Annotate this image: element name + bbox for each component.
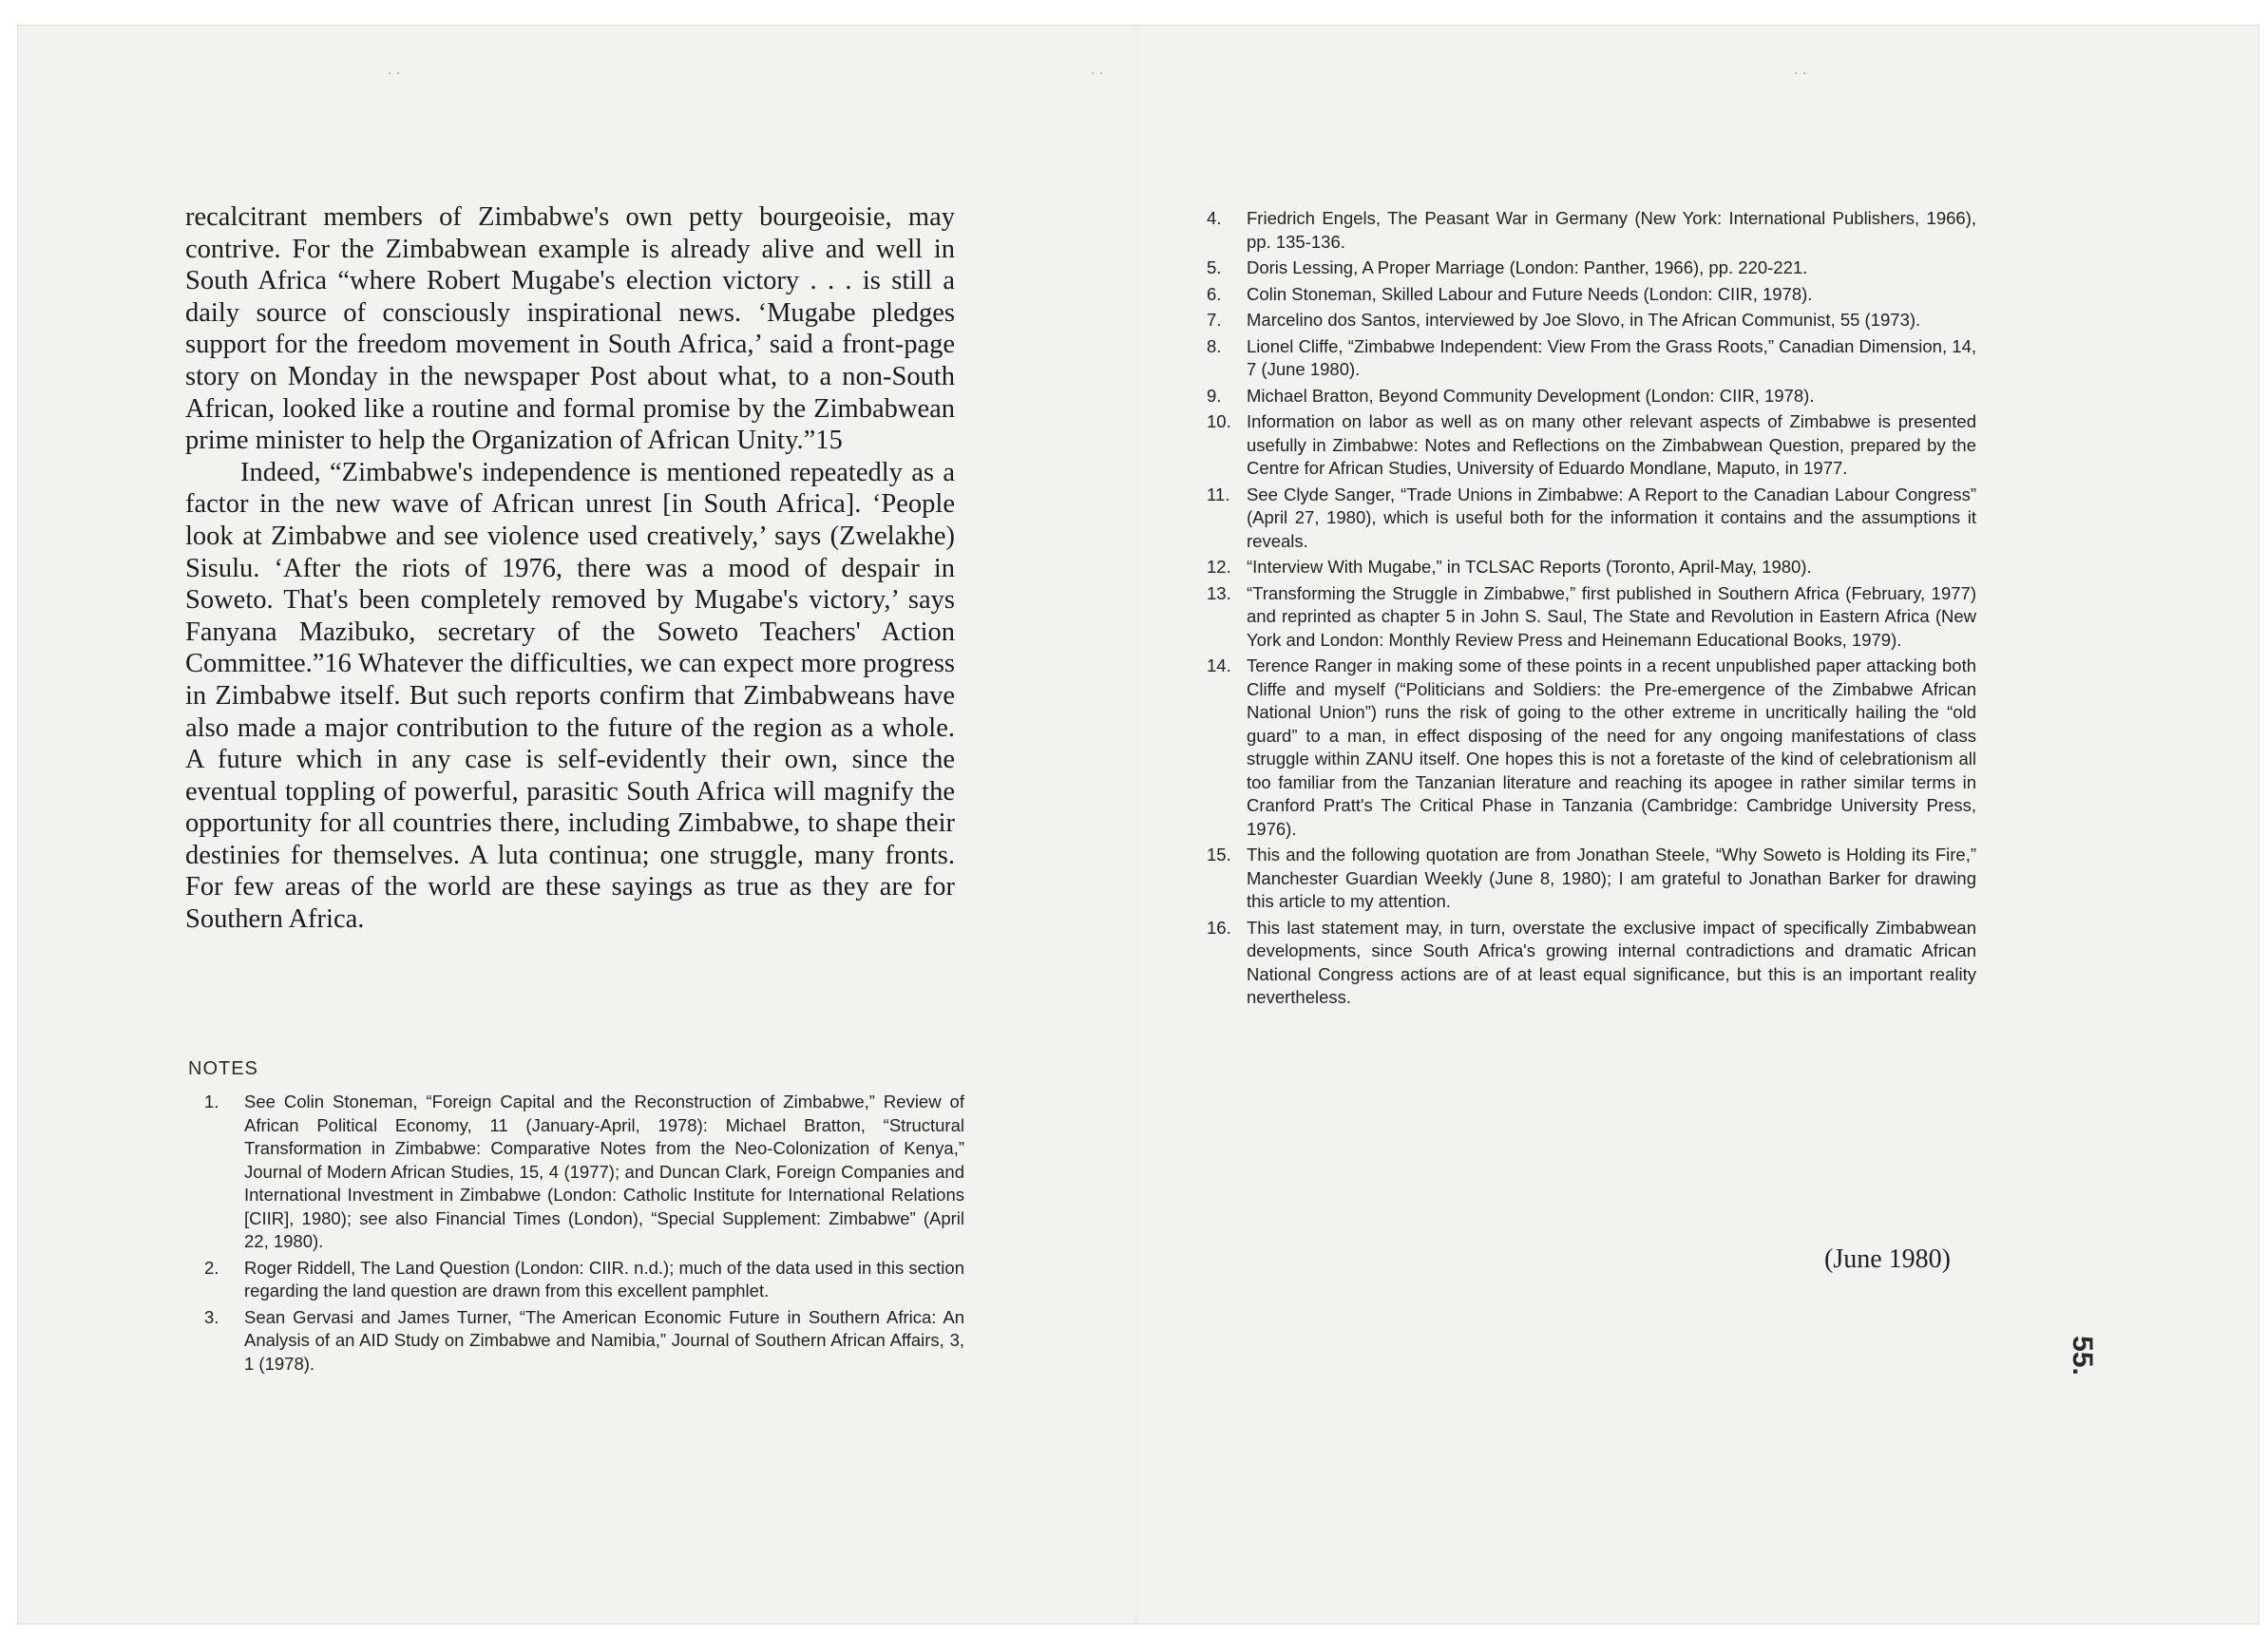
page-number: 55. [2066,1336,2098,1376]
date-signoff: (June 1980) [1824,1244,1951,1274]
binding-mark-icon: · · [1794,66,1807,82]
binding-mark-icon: · · [1091,66,1104,82]
notes-heading: NOTES [188,1058,258,1079]
footnote-text: Information on labor as well as on many other relevant aspects of Zimbabwe is presented usefully in Zimbabwe: Notes and Reflections on the Zimbabwean Question, prepared by the Centre for African Studies, University of Eduardo Mondlane, Maputo, in 1977. [1247,411,1976,478]
paragraph-1: recalcitrant members of Zimbabwe's own petty bourgeoisie, may contrive. For the Zimbabwean example is already alive and well in South Africa “where Robert Mugabe's election victory . . . is still a daily source of consciously inspirational news. ‘Mugabe pledges support for the freedom movement in South Africa,’ said a front-page story on Monday in the newspaper Post about what, to a non-South African, looked like a routine and formal promise by the Zimbabwean prime minister to help the Organization of African Unity.”15 [185,202,955,456]
footnote-4 [1207,207,1976,254]
footnote-text: Michael Bratton, Beyond Community Development (London: CIIR, 1978). [1247,385,1815,406]
footnote-number: 10. [1207,411,1231,431]
footnote-number: 9. [1207,385,1222,406]
footnote-number: 2. [204,1257,219,1278]
footnote-11 [1207,484,1976,554]
binding-mark-icon: · · [388,66,401,82]
footnote-text: Sean Gervasi and James Turner, “The American Economic Future in Southern Africa: An Analysis of an AID Study on Zimbabwe and Namibia,” Journal of Southern African Affairs, 3, 1 (1978). [244,1306,964,1374]
footnote-number: 6. [1207,283,1222,304]
footnote-8 [1207,335,1976,382]
notes-list-left [204,1091,964,1378]
footnote-6 [1207,283,1976,307]
footnote-text: Colin Stoneman, Skilled Labour and Future Needs (London: CIIR, 1978). [1247,283,1813,304]
footnote-number: 16. [1207,917,1231,938]
footnote-number: 15. [1207,845,1231,864]
footnote-number: 11. [1207,484,1230,504]
footnote-5 [1207,256,1976,280]
footnote-text: Doris Lessing, A Proper Marriage (London: Panther, 1966), pp. 220-221. [1247,257,1808,277]
footnote-13 [1207,582,1976,653]
footnote-text: “Interview With Mugabe,” in TCLSAC Reports (Toronto, April-May, 1980). [1247,557,1812,577]
page-fold [1135,25,1137,1624]
footnote-10 [1207,410,1976,481]
footnote-text: See Colin Stoneman, “Foreign Capital and the Reconstruction of Zimbabwe,” Review of African Political Economy, 11 (January-April, 1978): Michael Bratton, “Structural Transformation in Zimbabwe: Comparative Notes from the Neo-Colonization of Kenya,” Journal of Modern African Studies, 15, 4 (1977); and Duncan Clark, Foreign Companies and International Investment in Zimbabwe (London: Catholic Institute for International Relations [CIIR], 1980); see also Financial Times (London), “Special Supplement: Zimbabwe” (April 22, 1980). [244,1092,964,1251]
footnote-number: 7. [1207,310,1222,330]
footnote-2 [204,1257,964,1303]
footnote-number: 3. [204,1306,219,1327]
footnote-number: 13. [1207,582,1231,603]
footnote-text: Roger Riddell, The Land Question (London: CIIR. n.d.); much of the data used in this section regarding the land question are drawn from this excellent pamphlet. [244,1257,964,1301]
footnote-text: Terence Ranger in making some of these points in a recent unpublished paper attacking both Cliffe and myself (“Politicians and Soldiers: the Pre-emergence of the Zimbabwe African National Union”) runs the risk of going to the other extreme in uncritically hailing the “old guard” to a man, in effect disposing of the need for any ongoing manifestations of class struggle within ZANU itself. One hopes this is not a foretaste of the kind of celebrationism all too familiar from the Tanzanian literature and reaching its apogee in rather similar terms in Cranford Pratt's The Critical Phase in Tanzania (Cambridge: Cambridge University Press, 1976). [1247,655,1976,839]
footnote-9 [1207,385,1976,408]
footnote-number: 14. [1207,655,1231,675]
footnote-15 [1207,844,1976,914]
footnote-text: Marcelino dos Santos, interviewed by Joe Slovo, in The African Communist, 55 (1973). [1247,310,1921,330]
footnote-text: “Transforming the Struggle in Zimbabwe,” first published in Southern Africa (February, 1977) and reprinted as chapter 5 in John S. Saul, The State and Revolution in Eastern Africa (New York and London: Monthly Review Press and Heinemann Educational Books, 1979). [1247,582,1976,650]
footnote-text: Lionel Cliffe, “Zimbabwe Independent: View From the Grass Roots,” Canadian Dimension, 14, 7 (June 1980). [1247,335,1976,379]
footnote-text: See Clyde Sanger, “Trade Unions in Zimbabwe: A Report to the Canadian Labour Congress” (April 27, 1980), which is useful both for the information it contains and the assumptions it reveals. [1247,484,1976,551]
footnote-number: 5. [1207,257,1222,277]
footnote-text: Friedrich Engels, The Peasant War in Germany (New York: International Publishers, 1966), pp. 135-136. [1247,208,1976,252]
footnote-12 [1207,556,1976,579]
footnote-14 [1207,655,1976,841]
footnote-number: 8. [1207,335,1222,356]
notes-list-right [1207,207,1976,1013]
footnote-3 [204,1306,964,1377]
footnote-1 [204,1091,964,1254]
body-text [185,201,955,936]
footnote-text: This last statement may, in turn, overstate the exclusive impact of specifically Zimbabwean developments, since South Africa's growing internal contradictions and dramatic African National Congress actions are of at least equal significance, but this is an important reality nevertheless. [1247,917,1976,1007]
footnote-text: This and the following quotation are from Jonathan Steele, “Why Soweto is Holding its Fire,” Manchester Guardian Weekly (June 8, 1980); I am grateful to Jonathan Barker for drawing this article to my attention. [1247,845,1976,911]
footnote-number: 4. [1207,208,1222,228]
footnote-number: 1. [204,1092,219,1111]
footnote-16 [1207,917,1976,1010]
footnote-7 [1207,309,1976,332]
paragraph-2: Indeed, “Zimbabwe's independence is mentioned repeatedly as a factor in the new wave of African unrest [in South Africa]. ‘People look at Zimbabwe and see violence used creatively,’ says (Zwelakhe) Sisulu. ‘After the riots of 1976, there was a mood of despair in Soweto. That's been completely removed by Mugabe's victory,’ says Fanyana Mazibuko, secretary of the Soweto Teachers' Action Committee.”16 Whatever the difficulties, we can expect more progress in Zimbabwe itself. But such reports confirm that Zimbabweans have also made a major contribution to the future of the region as a whole. A future which in any case is self-evidently their own, since the eventual toppling of powerful, parasitic South Africa will magnify the opportunity for all countries there, including Zimbabwe, to shape their destinies for themselves. A luta continua; one struggle, many fronts. For few areas of the world are these sayings as true as they are for Southern Africa. [185,457,955,935]
footnote-number: 12. [1207,557,1231,577]
